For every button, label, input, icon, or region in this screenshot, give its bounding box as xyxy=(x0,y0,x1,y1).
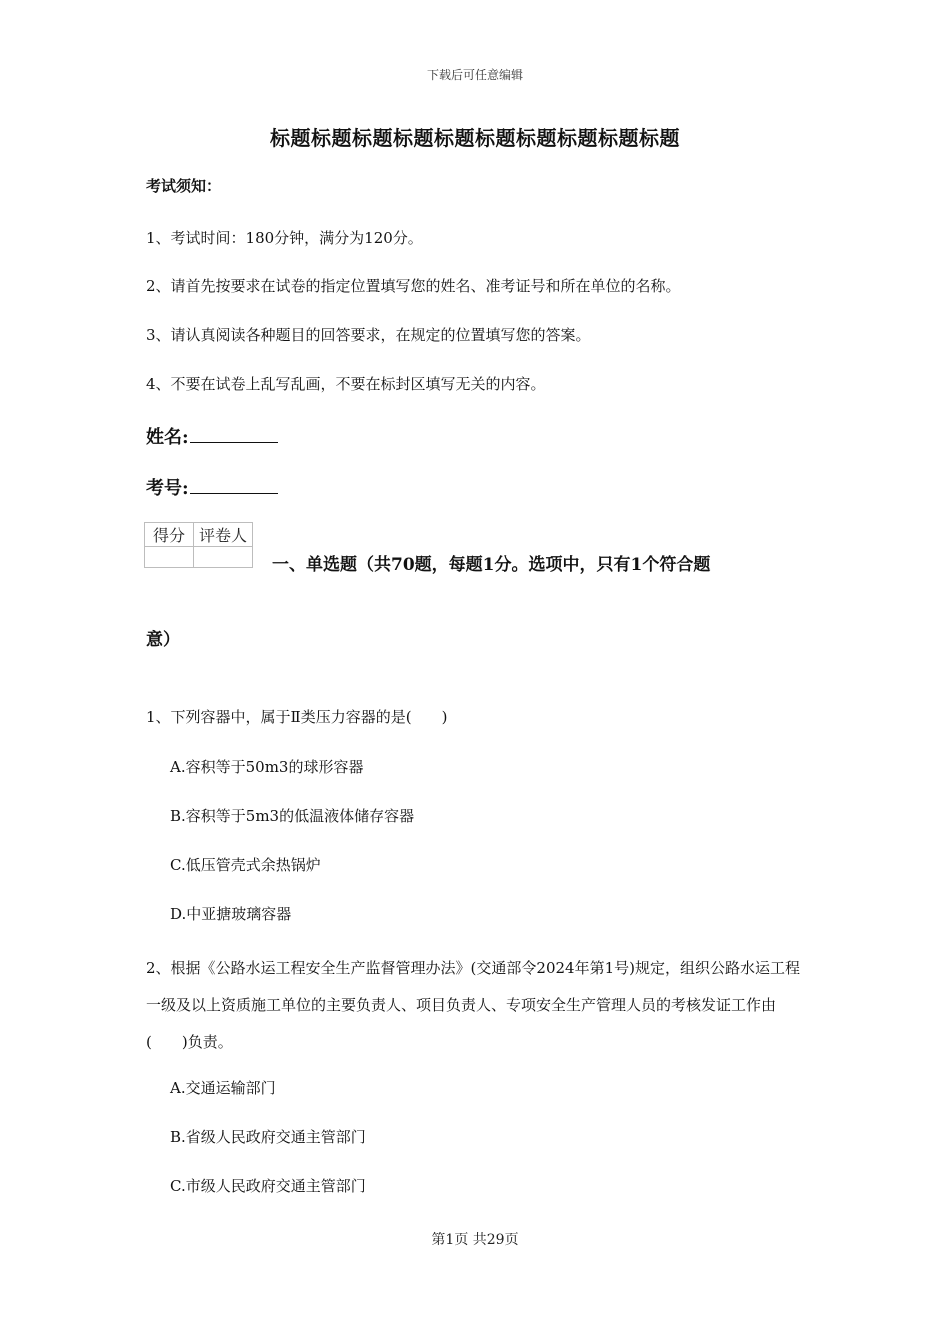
document-title: 标题标题标题标题标题标题标题标题标题标题 xyxy=(270,126,680,150)
score-table xyxy=(144,522,253,568)
grader-header: 评卷人 xyxy=(194,523,253,547)
notice-item-1: 1、考试时间：180分钟，满分为120分。 xyxy=(146,229,423,247)
section-title-continued: 意） xyxy=(146,630,180,650)
question-1-option-d[interactable]: D.中亚搪玻璃容器 xyxy=(170,905,292,923)
notice-item-3: 3、请认真阅读各种题目的回答要求，在规定的位置填写您的答案。 xyxy=(146,326,591,344)
exam-id-label: 考号: xyxy=(146,478,189,499)
question-1-option-c[interactable]: C.低压管壳式余热锅炉 xyxy=(170,856,321,874)
question-1-option-b[interactable]: B.容积等于5m3的低温液体储存容器 xyxy=(170,807,415,825)
name-input-line[interactable] xyxy=(190,442,278,443)
exam-id-input-line[interactable] xyxy=(190,493,278,494)
page-footer: 第1页 共29页 xyxy=(431,1232,519,1248)
name-label: 姓名: xyxy=(146,427,189,448)
score-header: 得分 xyxy=(145,523,194,547)
notice-item-2: 2、请首先按要求在试卷的指定位置填写您的姓名、准考证号和所在单位的名称。 xyxy=(146,277,681,295)
question-2-option-a[interactable]: A.交通运输部门 xyxy=(170,1079,276,1097)
header-note: 下载后可任意编辑 xyxy=(426,68,523,82)
notice-item-4: 4、不要在试卷上乱写乱画，不要在标封区填写无关的内容。 xyxy=(146,375,546,393)
question-2-text: 2、根据《公路水运工程安全生产监督管理办法》(交通部令2024年第1号)规定，组织公路水运工程一级及以上资质施工单位的主要负责人、项目负责人、专项安全生产管理人员的考核发证工作由( )负责。 xyxy=(146,959,800,1051)
section-title: 一、单选题（共70题，每题1分。选项中，只有1个符合题 xyxy=(272,555,711,575)
question-1-text: 1、下列容器中，属于Ⅱ类压力容器的是( ) xyxy=(146,708,448,726)
notice-heading: 考试须知： xyxy=(146,177,222,195)
score-cell[interactable] xyxy=(145,547,194,568)
question-2-option-b[interactable]: B.省级人民政府交通主管部门 xyxy=(170,1128,366,1146)
grader-cell[interactable] xyxy=(194,547,253,568)
question-2-option-c[interactable]: C.市级人民政府交通主管部门 xyxy=(170,1177,366,1195)
question-1-option-a[interactable]: A.容积等于50m3的球形容器 xyxy=(170,758,364,776)
